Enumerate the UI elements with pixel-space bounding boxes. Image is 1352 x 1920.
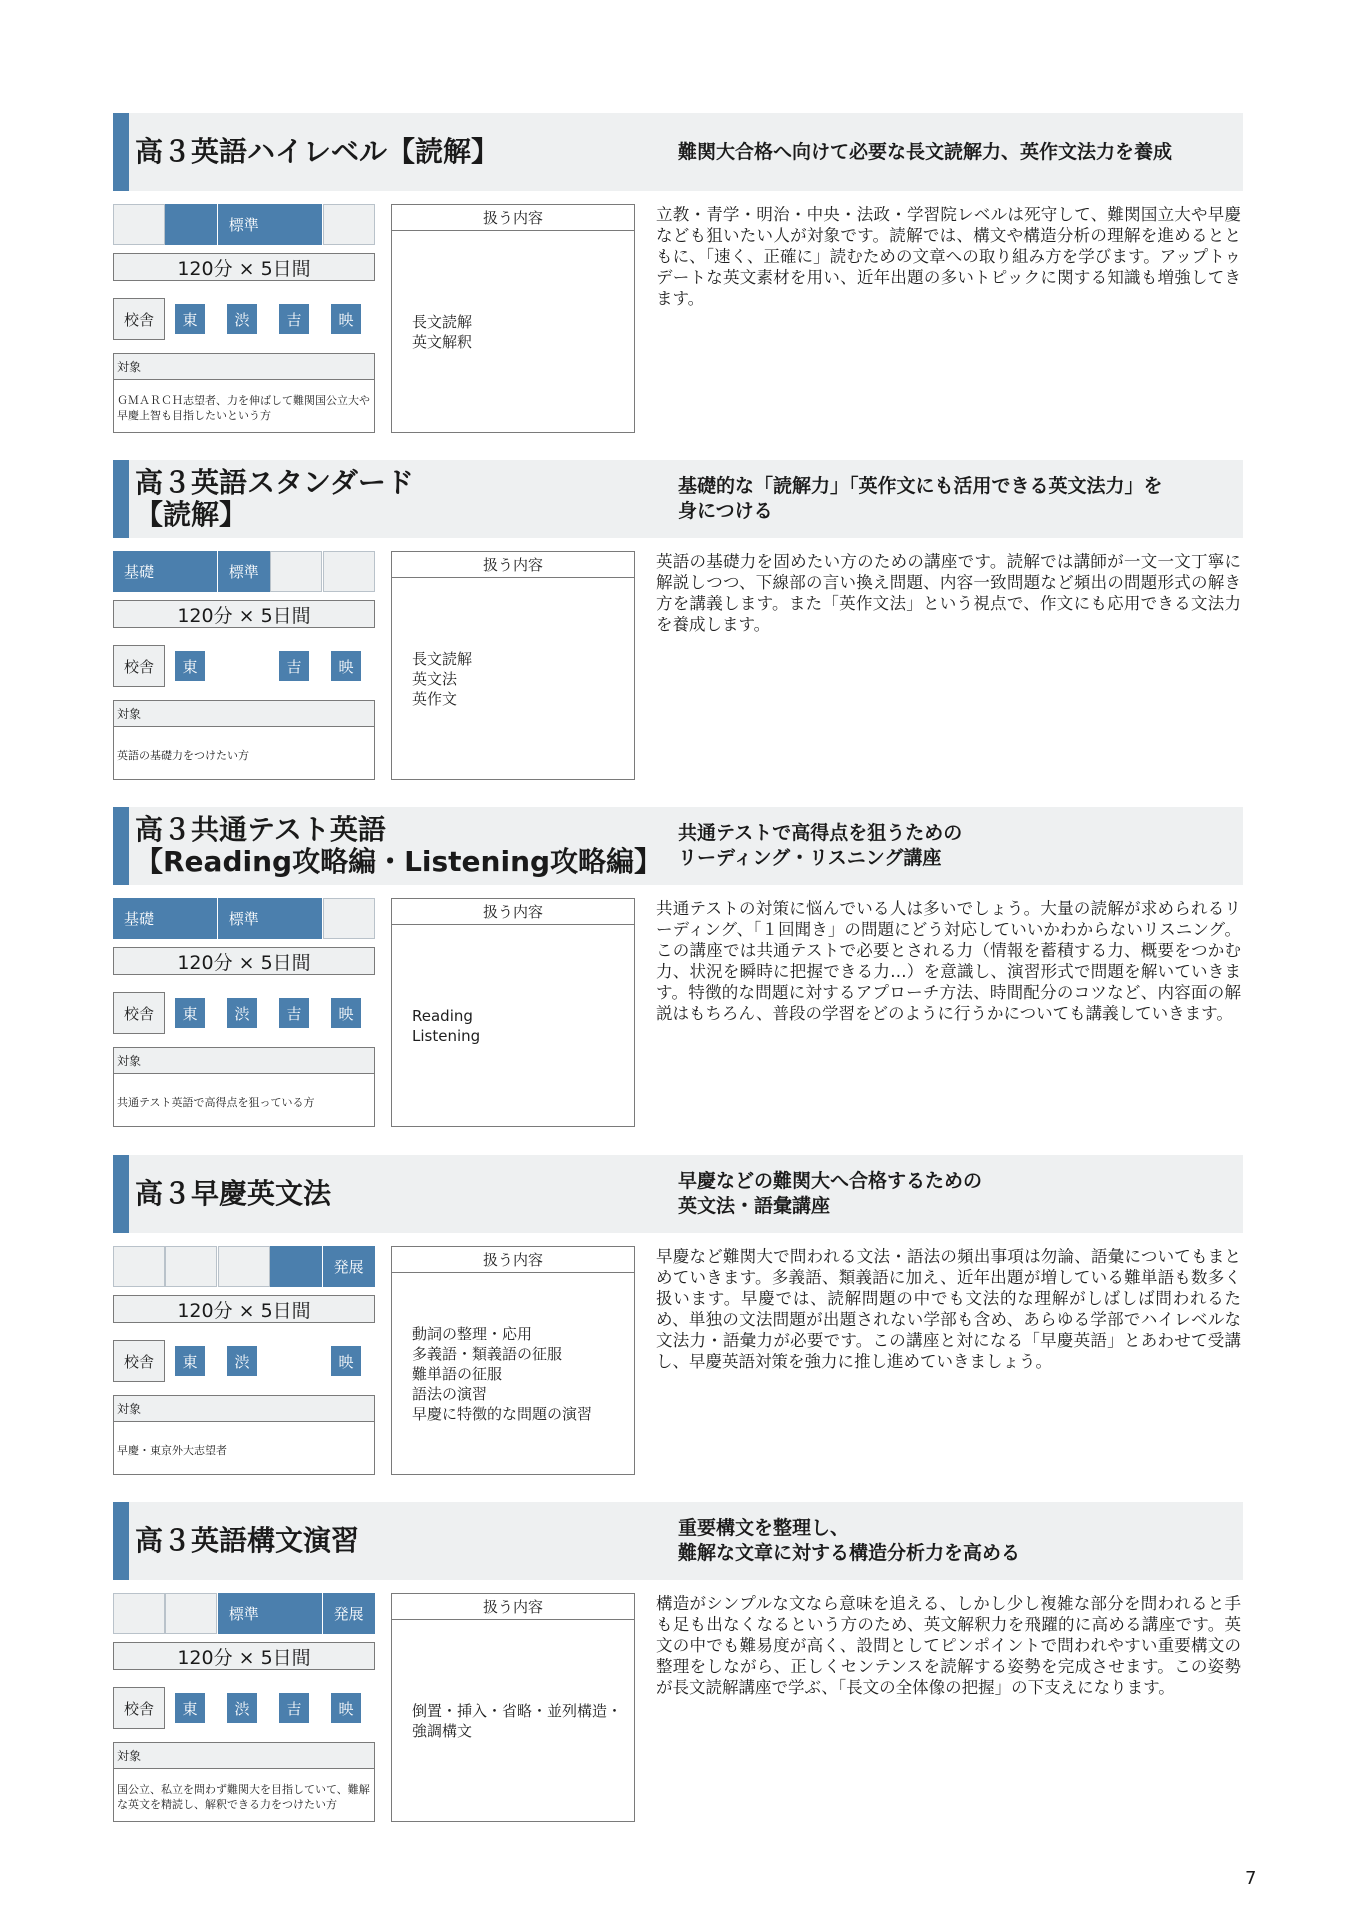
course-description: 構造がシンプルな文なら意味を追える、しかし少し複雑な部分を問われると手も足も出なくなるという方のため、英文解釈力を飛躍的に高める講座です。英文の中でも難易度が高く、設問としてピンポイントで問われやすい重要構文の整理をしながら、正しくセンテンスを読解する姿勢を完成させます。この姿勢が長文読解講座で学ぶ、「長文の全体像の把握」の下支えになります。	[656, 1594, 1241, 1697]
campus-label: 校舎	[113, 1340, 165, 1382]
course-description: 共通テストの対策に悩んでいる人は多いでしょう。大量の読解が求められるリーディング、「１回聞き」の問題にどう対応していいかわからないリスニング。この講座では共通テストで必要とされる力（情報を蓄積する力、概要をつかむ力、状況を瞬時に把握できる力…）を意識し、演習形式で問題を解いていきます。特徴的な問題に対するアプローチ方法、時間配分のコツなど、内容面の解説はもちろん、普段の学習をどのように行うかについても講義していきます。	[656, 899, 1241, 1023]
campus-chip: 渋	[227, 1346, 257, 1376]
accent-bar	[113, 807, 129, 885]
course-duration: 120分 × 5日間	[113, 1642, 375, 1670]
course-header	[113, 460, 1243, 538]
level-cell	[113, 1593, 165, 1634]
content-item: 早慶に特徴的な問題の演習	[412, 1404, 593, 1423]
course-subtitle-line: 基礎的な「読解力」「英作文にも活用できる英文法力」を	[678, 475, 1163, 497]
target-text: ＧＭＡＲＣＨ志望者、力を伸ばして難関国公立大や早慶上智も目指したいという方	[117, 394, 370, 422]
campus-chip: 映	[331, 1346, 361, 1376]
campus-chip: 映	[331, 998, 361, 1028]
campus-chip: 映	[331, 1693, 361, 1723]
level-cell	[270, 551, 322, 592]
content-list	[412, 1273, 622, 1474]
target-box	[113, 700, 375, 780]
level-cell	[113, 204, 165, 245]
content-box	[391, 551, 635, 780]
target-text: 英語の基礎力をつけたい方	[117, 748, 249, 762]
campus-chip: 東	[175, 998, 205, 1028]
course-title-line: 高３早慶英文法	[135, 1177, 332, 1210]
campus-label: 校舎	[113, 298, 165, 340]
target-text-wrap	[114, 727, 374, 779]
content-list	[412, 578, 622, 779]
course-section	[113, 1502, 1243, 1842]
target-label: 対象	[114, 1396, 374, 1422]
campus-chip	[227, 651, 257, 681]
level-cell	[270, 898, 322, 939]
course-subtitle	[678, 1502, 1238, 1580]
course-title-line: 高３共通テスト英語	[135, 813, 386, 846]
level-cell: 標準	[218, 204, 270, 245]
course-title-line: 【読解】	[135, 498, 248, 531]
content-item: 多義語・類義語の征服	[412, 1344, 563, 1363]
campus-chip: 東	[175, 1693, 205, 1723]
campus-chip: 吉	[279, 998, 309, 1028]
campus-chip: 吉	[279, 651, 309, 681]
level-cell	[323, 898, 375, 939]
course-title-line: 高３英語スタンダード	[135, 466, 414, 499]
campus-row	[113, 298, 375, 340]
content-label: 扱う内容	[392, 1247, 634, 1273]
course-title	[135, 113, 675, 191]
course-subtitle-line: 難関大合格へ向けて必要な長文読解力、英作文法力を養成	[678, 140, 1173, 163]
level-cell	[165, 551, 217, 592]
accent-bar	[113, 460, 129, 538]
course-title	[135, 1155, 675, 1233]
level-cell: 標準	[218, 551, 270, 592]
target-box	[113, 1395, 375, 1475]
course-description: 立教・青学・明治・中央・法政・学習院レベルは死守して、難関国立大や早慶なども狙いたい人が対象です。読解では、構文や構造分析の理解を進めるとともに、「速く、正確に」読むための文章への取り組み方を学びます。アップトゥデートな英文素材を用い、近年出題の多いトピックに関する知識も増強してきます。	[656, 205, 1241, 308]
level-cell: 発展	[323, 1593, 375, 1634]
campus-chip: 東	[175, 651, 205, 681]
course-subtitle-line: 早慶などの難関大へ合格するための	[678, 1170, 983, 1192]
content-item: 難単語の征服	[412, 1364, 503, 1383]
course-header	[113, 113, 1243, 191]
content-item: 英作文	[412, 689, 458, 708]
target-label: 対象	[114, 1743, 374, 1769]
campus-chip	[279, 1346, 309, 1376]
campus-chip: 映	[331, 651, 361, 681]
target-text: 早慶・東京外大志望者	[117, 1443, 227, 1457]
level-indicator	[113, 204, 375, 245]
level-cell: 発展	[323, 1246, 375, 1287]
course-title	[135, 460, 675, 538]
content-box	[391, 898, 635, 1127]
course-subtitle-line: リーディング・リスニング講座	[678, 847, 942, 869]
content-item: Reading	[412, 1006, 473, 1025]
target-text: 共通テスト英語で高得点を狙っている方	[117, 1095, 315, 1109]
level-cell	[270, 1593, 322, 1634]
target-label: 対象	[114, 1048, 374, 1074]
level-cell: 標準	[218, 1593, 270, 1634]
campus-chip: 東	[175, 1346, 205, 1376]
course-header	[113, 807, 1243, 885]
campus-chip: 吉	[279, 304, 309, 334]
campus-chip: 東	[175, 304, 205, 334]
content-item: Listening	[412, 1026, 481, 1045]
course-duration: 120分 × 5日間	[113, 947, 375, 975]
course-subtitle	[678, 1155, 1238, 1233]
target-label: 対象	[114, 701, 374, 727]
content-item: 倒置・挿入・省略・並列構造・強調構文	[412, 1701, 623, 1740]
campus-label: 校舎	[113, 1687, 165, 1729]
course-title	[135, 807, 675, 885]
course-description: 早慶など難関大で問われる文法・語法の頻出事項は勿論、語彙についてもまとめていきます。多義語、類義語に加え、近年出題が増している難単語も数多く扱います。早慶では、読解問題の中でも文法的な理解がしばしば問われるため、単独の文法問題が出題されない学部も含め、あらゆる学部でハイレベルな文法力・語彙力が必要です。この講座と対になる「早慶英語」とあわせて受講し、早慶英語対策を強力に推し進めていきましょう。	[656, 1247, 1241, 1371]
accent-bar	[113, 1502, 129, 1580]
level-cell	[165, 1593, 217, 1634]
campus-row	[113, 992, 375, 1034]
accent-bar	[113, 1155, 129, 1233]
content-item: 語法の演習	[412, 1384, 488, 1403]
page-number: 7	[1245, 1868, 1257, 1889]
level-indicator	[113, 898, 375, 939]
course-title-line: 【Reading攻略編・Listening攻略編】	[135, 845, 663, 878]
course-subtitle-line: 英文法・語彙講座	[678, 1195, 831, 1217]
level-cell	[218, 1246, 270, 1287]
level-cell: 基礎	[113, 898, 165, 939]
level-cell	[165, 898, 217, 939]
course-subtitle	[678, 807, 1238, 885]
level-cell	[165, 1246, 217, 1287]
campus-chip: 渋	[227, 1693, 257, 1723]
course-duration: 120分 × 5日間	[113, 600, 375, 628]
content-label: 扱う内容	[392, 205, 634, 231]
campus-row	[113, 1340, 375, 1382]
target-box	[113, 1742, 375, 1822]
content-list	[412, 231, 622, 432]
course-subtitle-line: 共通テストで高得点を狙うための	[678, 822, 963, 844]
content-list	[412, 1620, 622, 1821]
campus-chip: 吉	[279, 1693, 309, 1723]
campus-row	[113, 1687, 375, 1729]
campus-label: 校舎	[113, 992, 165, 1034]
content-label: 扱う内容	[392, 1594, 634, 1620]
course-subtitle-line: 身につける	[678, 500, 773, 522]
course-title-line: 高３英語構文演習	[135, 1524, 360, 1557]
content-label: 扱う内容	[392, 552, 634, 578]
campus-chip: 渋	[227, 304, 257, 334]
target-box	[113, 1047, 375, 1127]
level-cell	[270, 204, 322, 245]
course-description: 英語の基礎力を固めたい方のための講座です。読解では講師が一文一文丁寧に解説しつつ、下線部の言い換え問題、内容一致問題など頻出の問題形式の解き方を講義します。また「英作文法」という視点で、作文にも応用できる文法力を養成します。	[656, 552, 1241, 634]
course-header	[113, 1502, 1243, 1580]
target-text-wrap	[114, 1074, 374, 1126]
level-cell	[270, 1246, 322, 1287]
content-box	[391, 204, 635, 433]
content-list	[412, 925, 622, 1126]
course-subtitle	[678, 113, 1238, 191]
course-subtitle-line: 重要構文を整理し、	[678, 1517, 850, 1539]
target-text-wrap	[114, 1422, 374, 1474]
target-text: 国公立、私立を問わず難関大を目指していて、難解な英文を精読し、解釈できる力をつけたい方	[117, 1783, 370, 1811]
campus-row	[113, 645, 375, 687]
level-cell	[165, 204, 217, 245]
target-label: 対象	[114, 354, 374, 380]
course-section	[113, 807, 1243, 1147]
content-item: 長文読解	[412, 312, 473, 331]
level-cell: 基礎	[113, 551, 165, 592]
level-cell: 標準	[218, 898, 270, 939]
level-indicator	[113, 1593, 375, 1634]
target-text-wrap	[114, 1769, 374, 1821]
content-item: 長文読解	[412, 649, 473, 668]
target-text-wrap	[114, 380, 374, 432]
level-indicator	[113, 551, 375, 592]
campus-label: 校舎	[113, 645, 165, 687]
course-subtitle-line: 難解な文章に対する構造分析力を高める	[678, 1542, 1021, 1564]
content-box	[391, 1246, 635, 1475]
course-title-line: 高３英語ハイレベル【読解】	[135, 135, 500, 168]
course-section	[113, 460, 1243, 800]
course-header	[113, 1155, 1243, 1233]
course-duration: 120分 × 5日間	[113, 1295, 375, 1323]
course-section	[113, 113, 1243, 453]
accent-bar	[113, 113, 129, 191]
campus-chip: 映	[331, 304, 361, 334]
content-label: 扱う内容	[392, 899, 634, 925]
content-item: 英文解釈	[412, 332, 473, 351]
level-cell	[113, 1246, 165, 1287]
level-cell	[323, 204, 375, 245]
campus-chip: 渋	[227, 998, 257, 1028]
target-box	[113, 353, 375, 433]
level-indicator	[113, 1246, 375, 1287]
course-subtitle	[678, 460, 1238, 538]
course-duration: 120分 × 5日間	[113, 253, 375, 281]
course-section	[113, 1155, 1243, 1495]
content-box	[391, 1593, 635, 1822]
level-cell	[323, 551, 375, 592]
content-item: 動詞の整理・応用	[412, 1324, 533, 1343]
course-title	[135, 1502, 675, 1580]
content-item: 英文法	[412, 669, 458, 688]
